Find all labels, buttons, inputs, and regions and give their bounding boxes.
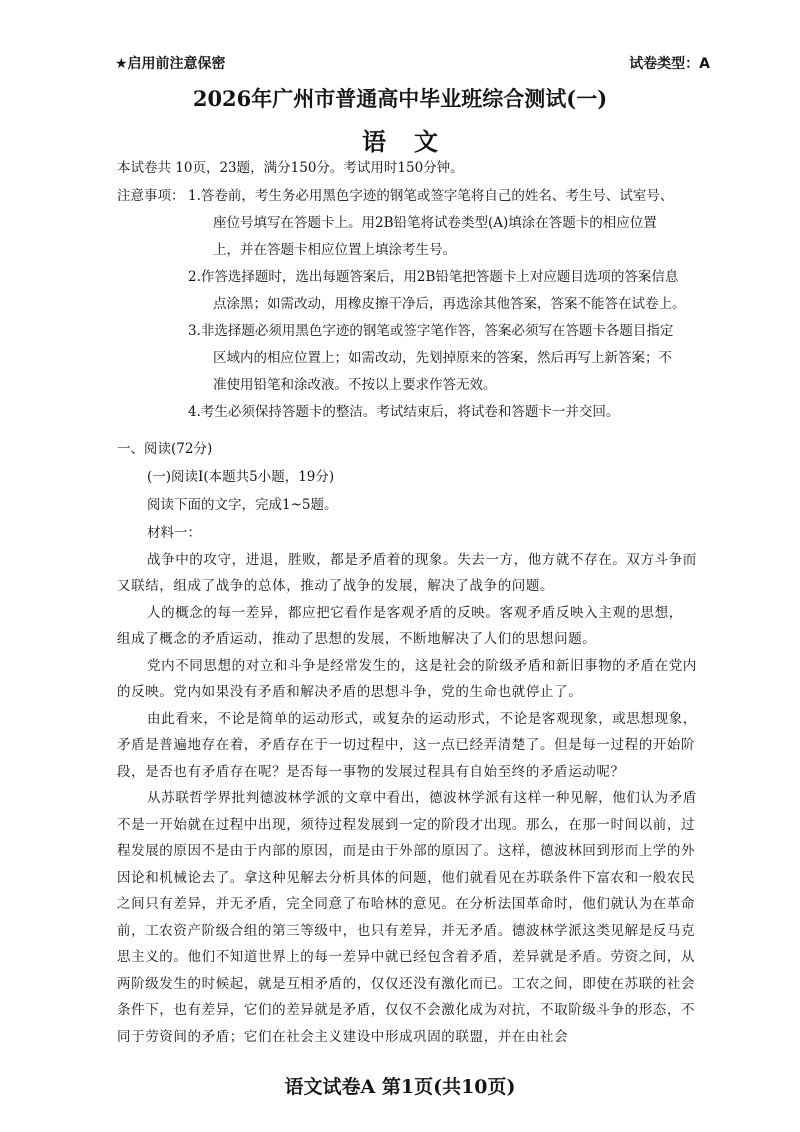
page-footer: 语文试卷A 第1页(共10页) [284,1076,516,1098]
notice-line: 区域内的相应位置上；如需改动，先划掉原来的答案，然后再写上新答案；不 [213,350,672,366]
subject-title: 语文 [362,127,466,156]
passage-line: 从苏联哲学界批判德波林学派的文章中看出，德波林学派有这样一种见解，他们认为矛盾 [147,790,697,806]
exam-title: 2026年广州市普通高中毕业班综合测试(一) [192,86,608,111]
reading-instruction: 阅读下面的文字，完成1~5题。 [147,497,338,513]
passage-line: 战争中的攻守，进退，胜败，都是矛盾着的现象。失去一方，他方就不存在。双方斗争而 [147,552,697,568]
notice-label: 注意事项： [117,188,185,204]
passage-line: 党内不同思想的对立和斗争是经常发生的，这是社会的阶级矛盾和新旧事物的矛盾在党内 [147,658,697,674]
passage-line: 的反映。党内如果没有矛盾和解决矛盾的思想斗争，党的生命也就停止了。 [117,684,583,700]
passage-line: 又联结，组成了战争的总体，推动了战争的发展，解决了战争的问题。 [117,578,555,594]
notice-line: 3.非选择题必须用黑色字迹的钢笔或签字笔作答，答案必须写在答题卡各题目指定 [188,323,674,339]
notice-line: 点涂黑；如需改动，用橡皮擦干净后，再选涂其他答案，答案不能答在试卷上。 [213,296,686,312]
passage-line: 不是一开始就在过程中出现，须待过程发展到一定的阶段才出现。那么，在那一时间以前，过 [117,817,696,833]
passage-line: 前，工农资产阶级合组的第三等级中，也只有差异，并无矛盾。德波林学派这类见解是反马克 [117,923,696,939]
sub-section-heading: (一)阅读Ⅰ(本题共5小题，19分) [147,469,335,485]
material-label: 材料一： [147,525,201,541]
passage-line: 条件下，也有差异，它们的差异就是矛盾，仅仅不会激化成为对抗，不取阶级斗争的形态，不 [117,1002,696,1018]
passage-line: 思主义的。他们不知道世界上的每一差异中就已经包含着矛盾，差异就是矛盾。劳资之间，从 [117,949,696,965]
notice-line: 准使用铅笔和涂改液。不按以上要求作答无效。 [213,377,497,393]
notice-line: 上，并在答题卡相应位置上填涂考生号。 [213,242,456,258]
passage-line: 同于劳资间的矛盾；它们在社会主义建设中形成巩固的联盟，并在由社会 [117,1029,569,1045]
notice-line: 座位号填写在答题卡上。用2B铅笔将试卷类型(A)填涂在答题卡的相应位置 [213,215,657,231]
section-heading: 一、阅读(72分) [117,441,213,457]
passage-line: 段，是否也有矛盾存在呢？是否每一事物的发展过程具有自始至终的矛盾运动呢？ [117,764,625,780]
header-row [115,53,710,75]
paper-type-label: 试卷类型：A [629,56,710,72]
notice-line: 4.考生必须保持答题卡的整洁。考试结束后，将试卷和答题卡一并交回。 [188,404,620,420]
passage-line: 之间只有差异，并无矛盾，完全同意了布哈林的意见。在分析法国革命时，他们就认为在革命 [117,896,696,912]
passage-line: 由此看来，不论是简单的运动形式，或复杂的运动形式，不论是客观现象，或思想现象， [147,711,697,727]
notice-line: 2.作答选择题时，选出每题答案后，用2B铅笔把答题卡上对应题目选项的答案信息 [188,269,679,285]
passage-line: 程发展的原因不是由于内部的原因，而是由于外部的原因了。这样，德波林回到形而上学的外 [117,843,696,859]
confidential-notice: ★启用前注意保密 [115,56,226,72]
passage-line: 矛盾是普遍地存在着，矛盾存在于一切过程中，这一点已经弄清楚了。但是每一过程的开始阶 [117,737,696,753]
passage-line: 组成了概念的矛盾运动，推动了思想的发展，不断地解决了人们的思想问题。 [117,631,597,647]
passage-line: 因论和机械论去了。拿这种见解去分析具体的问题，他们就看见在苏联条件下富农和一般农民 [117,870,696,886]
passage-line: 人的概念的每一差异，都应把它看作是客观矛盾的反映。客观矛盾反映入主观的思想， [147,605,683,621]
exam-intro: 本试卷共 10页，23题，满分150分。考试用时150分钟。 [117,160,464,176]
passage-line: 两阶级发生的时候起，就是互相矛盾的，仅仅还没有激化而已。工农之间，即使在苏联的社会 [117,976,696,992]
notice-line: 1.答卷前，考生务必用黑色字迹的钢笔或签字笔将自己的姓名、考生号、试室号、 [188,188,674,204]
